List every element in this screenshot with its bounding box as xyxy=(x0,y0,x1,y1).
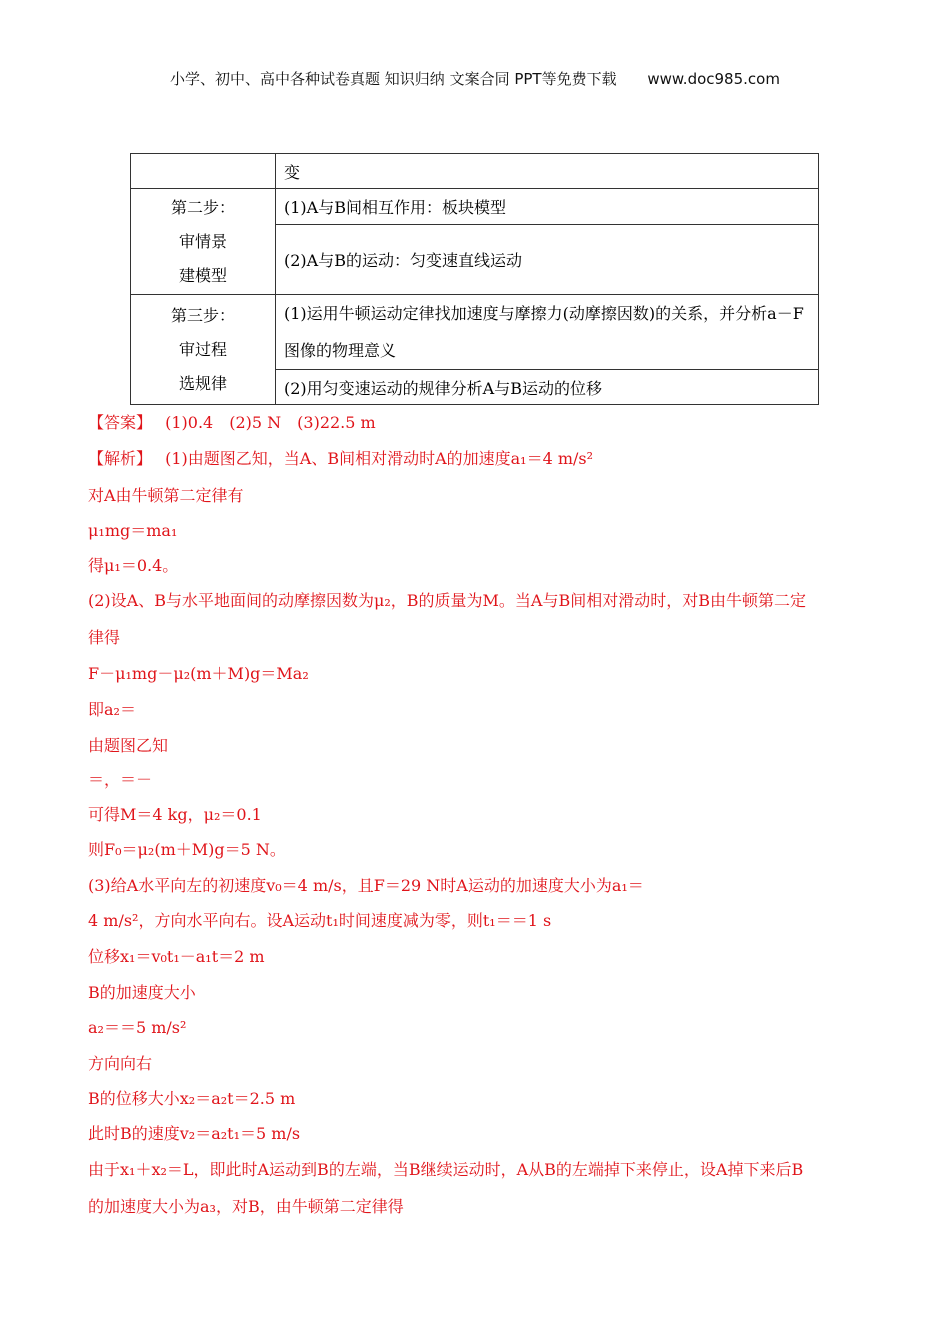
step-label-line: 第二步： xyxy=(170,197,235,217)
step-label xyxy=(131,295,276,405)
solution-line: 4 m/s²，方向水平向右。设A运动t₁时间速度减为零，则t₁＝＝1 s xyxy=(88,911,552,930)
solution-line: 由题图乙知 xyxy=(88,736,169,755)
analysis-tag: 【解析】 xyxy=(88,449,145,468)
step-label-line: 审过程 xyxy=(178,339,227,359)
step-label-line: 第三步： xyxy=(170,305,235,325)
header-text: 小学、初中、高中各种试卷真题 知识归纳 文案合同 PPT等免费下载 xyxy=(170,70,617,88)
solution-line: 由于x₁＋x₂＝L，即此时A运动到B的左端，当B继续运动时，A从B的左端掉下来停止，设A掉下来后B xyxy=(88,1160,804,1179)
solution-line: 得μ₁＝0.4。 xyxy=(88,556,179,575)
formula-line: ＝，＝－ xyxy=(88,770,153,789)
solution-line: 此时B的速度v₂＝a₂t₁＝5 m/s xyxy=(88,1124,301,1143)
solution-line: (2)设A、B与水平地面间的动摩擦因数为μ₂，B的质量为M。当A与B间相对滑动时，对B由牛顿第二定 xyxy=(88,591,807,610)
answer-line xyxy=(88,410,376,433)
step-label-line: 审情景 xyxy=(178,231,227,251)
solution-line: 位移x₁＝v₀t₁－a₁t＝2 m xyxy=(88,947,265,966)
table-cell: 变 xyxy=(276,154,819,189)
step-label-line: 选规律 xyxy=(178,373,227,393)
step-item: (1)A与B间相互作用：板块模型 xyxy=(276,189,819,225)
formula-line: a₂＝＝5 m/s² xyxy=(88,1018,187,1037)
header-url: www.doc985.com xyxy=(647,70,780,88)
formula-line: μ₁mg＝ma₁ xyxy=(88,521,178,540)
table-row xyxy=(131,154,819,189)
analysis-line xyxy=(88,446,593,469)
step-item: (2)A与B的运动：匀变速直线运动 xyxy=(276,225,819,295)
solution-line: 可得M＝4 kg，μ₂＝0.1 xyxy=(88,805,262,824)
step-label-line: 建模型 xyxy=(178,265,227,285)
table-cell-empty xyxy=(131,154,276,189)
analysis-steps-table xyxy=(130,153,819,405)
solution-line: B的位移大小x₂＝a₂t＝2.5 m xyxy=(88,1089,296,1108)
step-item: (2)用匀变速运动的规律分析A与B运动的位移 xyxy=(276,370,819,405)
answer-tag: 【答案】 xyxy=(88,413,145,432)
page-header xyxy=(0,68,950,89)
step-label xyxy=(131,189,276,295)
solution-line: 律得 xyxy=(88,628,121,647)
solution-line: 的加速度大小为a₃，对B，由牛顿第二定律得 xyxy=(88,1197,404,1216)
solution-line: (3)给A水平向左的初速度v₀＝4 m/s，且F＝29 N时A运动的加速度大小为a₁＝ xyxy=(88,876,644,895)
solution-line: 则F₀＝μ₂(m＋M)g＝5 N。 xyxy=(88,840,286,859)
analysis-text: (1)由题图乙知，当A、B间相对滑动时A的加速度a₁＝4 m/s² xyxy=(165,449,594,468)
formula-line: F－μ₁mg－μ₂(m＋M)g＝Ma₂ xyxy=(88,664,309,683)
table-row xyxy=(131,189,819,225)
table-row xyxy=(131,295,819,370)
step-item: (1)运用牛顿运动定律找加速度与摩擦力(动摩擦因数)的关系，并分析a－F图像的物理意义 xyxy=(276,295,819,370)
solution-line: 对A由牛顿第二定律有 xyxy=(88,486,244,505)
solution-line: B的加速度大小 xyxy=(88,983,196,1002)
solution-line: 方向向右 xyxy=(88,1054,153,1073)
solution-line: 即a₂＝ xyxy=(88,700,136,719)
answer-text: (1)0.4 (2)5 N (3)22.5 m xyxy=(165,413,376,432)
